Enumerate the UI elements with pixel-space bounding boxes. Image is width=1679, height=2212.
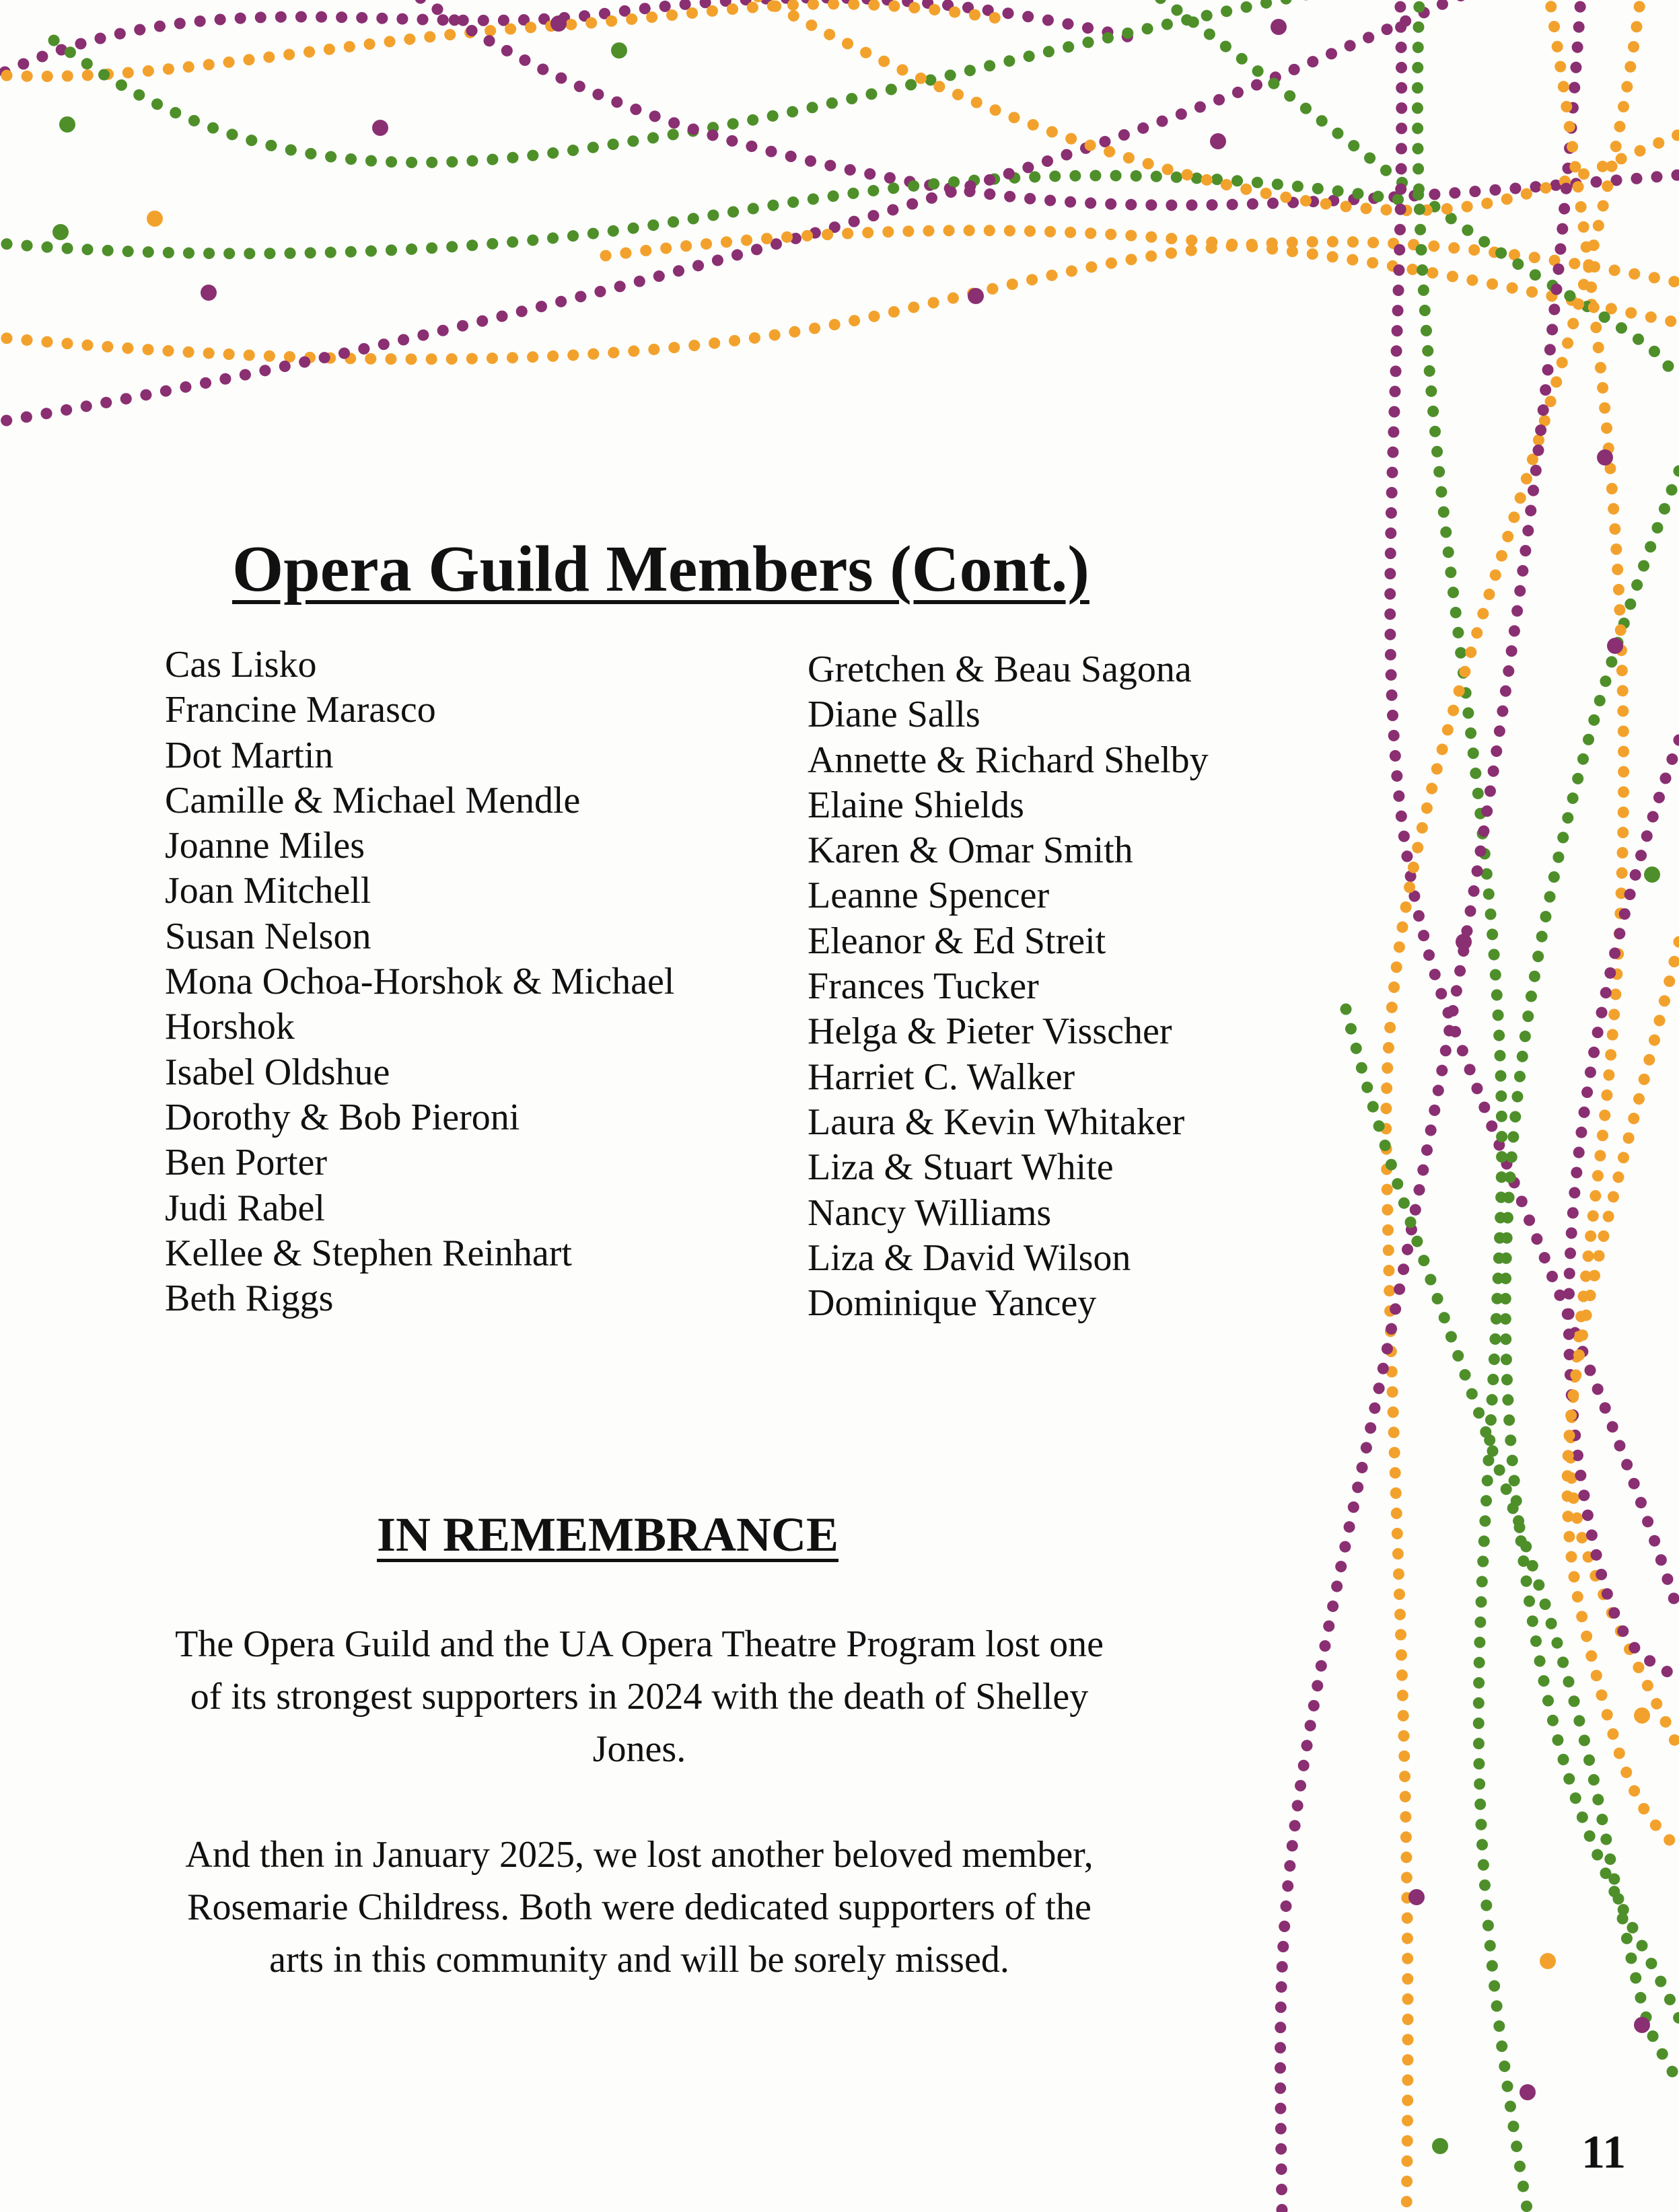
member-name: Susan Nelson	[165, 915, 371, 957]
loose-bead	[1634, 1707, 1650, 1724]
member-name: Frances Tucker	[808, 965, 1039, 1008]
loose-bead	[147, 211, 163, 227]
member-name: Laura & Kevin Whitaker	[808, 1101, 1185, 1143]
member-name: Joan Mitchell	[165, 870, 371, 912]
loose-bead	[52, 224, 69, 240]
member-name: Dorothy & Bob Pieroni	[165, 1096, 520, 1138]
bead-strand	[0, 242, 1679, 359]
member-name: Liza & Stuart White	[808, 1146, 1114, 1189]
loose-bead	[201, 285, 217, 301]
member-name: Mona Ochoa-Horshok & Michael	[165, 961, 675, 1003]
loose-bead	[1271, 19, 1287, 35]
loose-bead	[1607, 638, 1623, 654]
loose-bead	[1520, 2084, 1536, 2100]
page-title: Opera Guild Members (Cont.)	[232, 533, 1089, 605]
loose-bead	[372, 120, 388, 136]
bead-strand	[1505, 471, 1679, 2018]
member-name: Helga & Pieter Visscher	[808, 1010, 1172, 1053]
members-list-left	[165, 642, 674, 1321]
member-name: Elaine Shields	[808, 784, 1024, 826]
member-name: Horshok	[165, 1006, 295, 1048]
member-name: Isabel Oldshue	[165, 1051, 390, 1093]
loose-bead	[1644, 867, 1660, 883]
loose-bead	[1540, 1953, 1556, 1969]
loose-bead	[1432, 2138, 1448, 2154]
loose-bead	[1408, 1889, 1425, 1905]
loose-bead	[611, 42, 627, 59]
members-list-right	[808, 647, 1209, 1326]
member-name: Joanne Miles	[165, 825, 365, 867]
remembrance-heading: IN REMEMBRANCE	[377, 1508, 839, 1561]
member-name: Kellee & Stephen Reinhart	[165, 1232, 572, 1274]
member-name: Gretchen & Beau Sagona	[808, 649, 1192, 690]
remembrance-paragraph: The Opera Guild and the UA Opera Theatre Program lost one of its strongest supporters in 2024 with the death of Shelley Jones.	[175, 1623, 1104, 1770]
loose-bead	[1597, 449, 1613, 466]
member-name: Cas Lisko	[165, 644, 317, 686]
member-name: Diane Salls	[808, 694, 980, 736]
member-name: Karen & Omar Smith	[808, 830, 1133, 872]
member-name: Harriet C. Walker	[808, 1056, 1075, 1098]
member-name: Annette & Richard Shelby	[808, 739, 1209, 781]
member-name: Francine Marasco	[165, 689, 436, 731]
loose-bead	[968, 288, 984, 304]
member-name: Judi Rabel	[165, 1187, 325, 1229]
member-name: Leanne Spencer	[808, 875, 1050, 917]
bead-strand	[404, 0, 1679, 205]
member-name: Beth Riggs	[165, 1278, 334, 1320]
member-name: Nancy Williams	[808, 1191, 1052, 1234]
member-name: Camille & Michael Mendle	[165, 779, 581, 821]
member-name: Liza & David Wilson	[808, 1237, 1131, 1279]
member-name: Dot Martin	[165, 734, 334, 776]
loose-bead	[1634, 2017, 1650, 2033]
bead-strand	[54, 0, 1346, 163]
bead-strand	[1567, 942, 1679, 1850]
loose-bead	[1456, 934, 1472, 950]
bead-strand	[0, 0, 1480, 424]
loose-bead	[59, 116, 75, 133]
page-number: 11	[1581, 2127, 1627, 2178]
member-name: Dominique Yancey	[808, 1282, 1097, 1325]
bead-strand	[606, 231, 1679, 323]
member-name: Eleanor & Ed Streit	[808, 920, 1106, 962]
member-name: Ben Porter	[165, 1142, 328, 1184]
loose-bead	[1210, 133, 1226, 149]
remembrance-paragraph: And then in January 2025, we lost another beloved member, Rosemarie Childress. Both were dedicated supporters of the arts in this community and will be sorely missed.	[185, 1834, 1094, 1981]
loose-bead	[550, 15, 567, 32]
